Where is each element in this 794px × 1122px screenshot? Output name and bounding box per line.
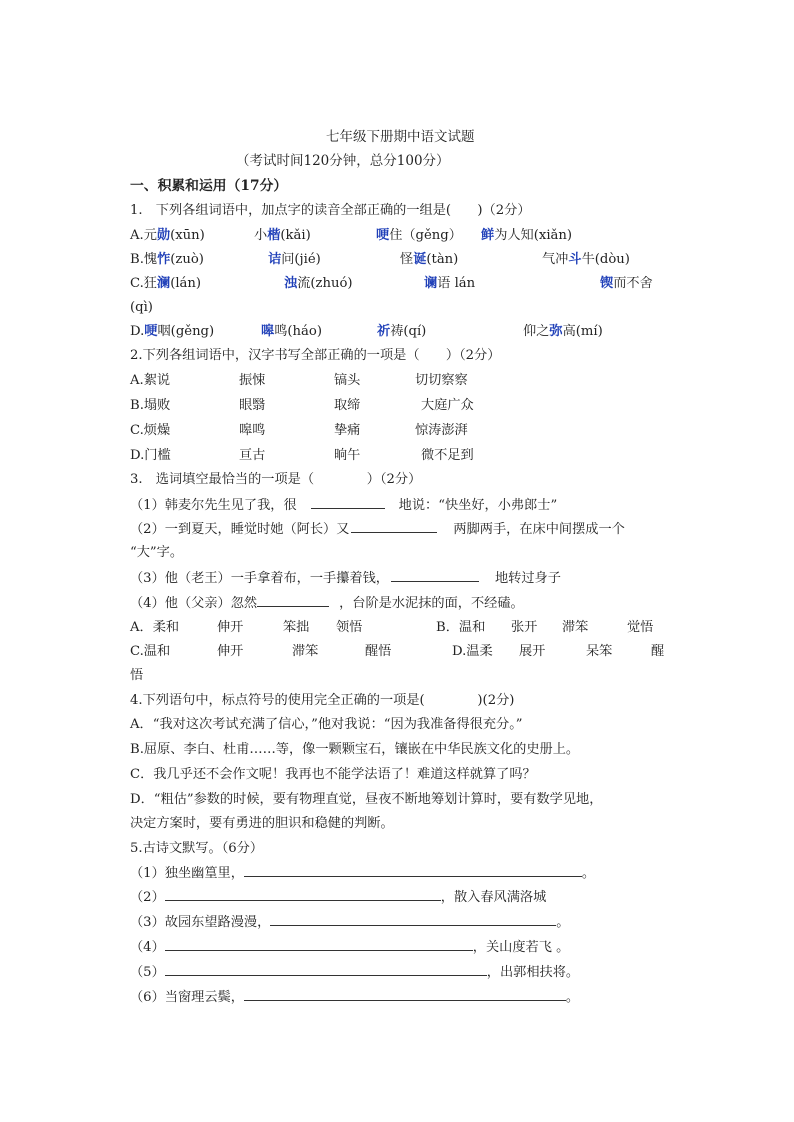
poem-line-2 xyxy=(130,888,546,907)
option-text: 呆笨 xyxy=(586,644,613,659)
pinyin: (lán) xyxy=(170,276,202,291)
option-text: B.愧 xyxy=(130,252,158,267)
question-4-option-c: C．我几乎还不会作文呢！我再也不能学法语了！难道这样就算了吗？ xyxy=(130,767,536,782)
option-text: 而不舍 xyxy=(613,276,653,291)
poem-text: （3）故园东望路漫漫， xyxy=(130,915,271,930)
option-text: 领悟 xyxy=(336,620,363,635)
answer-blank[interactable] xyxy=(165,963,487,976)
dotted-char: 谰 xyxy=(424,276,438,291)
poem-line-4 xyxy=(130,938,569,957)
page-title: 七年级下册期中语文试题 xyxy=(326,129,475,145)
sentence-text: 两脚两手，在床中间摆成一个 xyxy=(453,522,625,537)
sentence-1 xyxy=(130,496,557,515)
option-text: 振悚 xyxy=(239,373,266,388)
pinyin: (zuò) xyxy=(170,252,204,267)
question-4-option-a: A．“我对这次考试充满了信心，”他对我说：“因为我准备得很充分。” xyxy=(130,717,523,732)
question-4-stem: 4.下列语句中，标点符号的使用完全正确的一项是( )(2分) xyxy=(130,693,515,708)
answer-blank[interactable] xyxy=(244,988,566,1001)
sentence-4 xyxy=(130,594,524,613)
poem-text: （1）独坐幽篁里， xyxy=(130,866,244,881)
pinyin: 问(jié) xyxy=(281,252,321,267)
question-2-stem: 2.下列各组词语中，汉字书写全部正确的一项是（ ）（2分） xyxy=(130,348,501,363)
dotted-char: 祈 xyxy=(377,324,391,339)
poem-text: （6）当窗理云鬓， xyxy=(130,990,244,1005)
option-text: A.元 xyxy=(130,228,157,243)
option-text: 醒悟 xyxy=(365,644,392,659)
pinyin: 鸣(háo) xyxy=(274,324,322,339)
sentence-2 xyxy=(130,520,625,539)
poem-text: （2） xyxy=(130,890,165,905)
poem-text: （4） xyxy=(130,940,165,955)
dotted-char: 澜 xyxy=(157,276,171,291)
answer-blank[interactable] xyxy=(391,569,479,582)
option-text: 取缔 xyxy=(334,398,361,413)
answer-blank[interactable] xyxy=(165,888,441,901)
pinyin: (xūn) xyxy=(170,228,205,243)
poem-text: 。 xyxy=(581,866,596,881)
poem-text: （5） xyxy=(130,965,165,980)
question-4-option-d-cont: 决定方案时，要有勇进的胆识和稳健的判断。 xyxy=(130,816,394,831)
poem-text: ，散入春风满洛城 xyxy=(440,890,547,905)
sentence-text: （2）一到夏天，睡觉时她（阿长）又 xyxy=(130,522,350,537)
answer-blank[interactable] xyxy=(270,913,556,926)
sentence-text: ，台阶是水泥抹的面，不经磕。 xyxy=(339,596,524,611)
sentence-text: （4）他（父亲）忽然 xyxy=(130,596,258,611)
option-text: 伸开 xyxy=(217,620,244,635)
option-text: A．柔和 xyxy=(130,620,180,635)
option-text: D.温柔 xyxy=(452,644,493,659)
sentence-3 xyxy=(130,569,561,588)
option-text: 滞笨 xyxy=(562,620,589,635)
option-text: 眼翳 xyxy=(239,398,266,413)
option-text: 展开 xyxy=(519,644,546,659)
option-text: 笨拙 xyxy=(283,620,310,635)
option-text: 醒 xyxy=(651,644,665,659)
option-text: 悟 xyxy=(130,668,144,683)
poem-text: 。 xyxy=(565,990,580,1005)
option-text: 怪 xyxy=(400,252,414,267)
poem-text: 。 xyxy=(556,915,570,930)
answer-blank[interactable] xyxy=(311,496,385,509)
poem-line-1 xyxy=(130,864,595,883)
dotted-char: 楷 xyxy=(267,228,281,243)
pinyin: 高(mí) xyxy=(562,324,603,339)
question-1-stem: 1. 下列各组词语中，加点字的读音全部正确的一组是( )（2分） xyxy=(130,203,531,218)
pinyin: 语 lán xyxy=(437,276,476,291)
option-text: 滞笨 xyxy=(292,644,319,659)
option-text: 觉悟 xyxy=(627,620,654,635)
dotted-char: 怍 xyxy=(157,252,171,267)
answer-blank[interactable] xyxy=(257,594,329,607)
dotted-char: 斗 xyxy=(568,252,582,267)
dotted-char: 哽 xyxy=(376,228,390,243)
pinyin: 牛(dòu) xyxy=(581,252,630,267)
pinyin: (kǎi) xyxy=(280,228,311,243)
option-text: 大庭广众 xyxy=(421,398,474,413)
option-text: 仰之 xyxy=(523,324,550,339)
section-heading: 一、积累和运用（17分） xyxy=(130,178,288,194)
option-text: 惊涛澎湃 xyxy=(415,423,468,438)
sentence-text: 地转过身子 xyxy=(494,571,561,586)
option-text: 切切察察 xyxy=(415,373,468,388)
pinyin: 为人知(xiǎn) xyxy=(494,228,573,243)
exam-info: （考试时间120分钟，总分100分） xyxy=(236,153,450,169)
option-text: 张开 xyxy=(511,620,538,635)
pinyin: 住（gěng） xyxy=(389,228,462,243)
option-text: B．温和 xyxy=(436,620,486,635)
sentence-text: （3）他（老王）一手拿着布，一手攥着钱， xyxy=(130,571,389,586)
option-text: A.絮说 xyxy=(130,373,171,388)
answer-blank[interactable] xyxy=(351,520,437,533)
pinyin: 流(zhuó) xyxy=(297,276,353,291)
question-4-option-d: D．“粗估”参数的时候，要有物理直觉，昼夜不断地筹划计算时，要有数学见地， xyxy=(130,792,603,807)
sentence-text: 地说：“快坐好，小弗郎士” xyxy=(398,498,558,513)
option-text: 嗥鸣 xyxy=(239,423,266,438)
poem-text: ，关山度若飞 。 xyxy=(472,940,570,955)
option-text: 挚痛 xyxy=(334,423,361,438)
dotted-char: 弥 xyxy=(549,324,563,339)
sentence-2-cont: “大”字。 xyxy=(130,545,184,560)
option-text: C.烦燥 xyxy=(130,423,171,438)
pinyin: 祷(qí) xyxy=(390,324,427,339)
pinyin: 咽(gěng) xyxy=(157,324,215,339)
option-text: 小 xyxy=(254,228,268,243)
dotted-char: 浊 xyxy=(284,276,298,291)
pinyin: (qì) xyxy=(130,300,153,315)
option-text: C.狂 xyxy=(130,276,157,291)
question-4-option-b: B.屈原、李白、杜甫……等，像一颗颗宝石，镶嵌在中华民族文化的史册上。 xyxy=(130,742,580,757)
option-text: 气冲 xyxy=(542,252,569,267)
option-text: D. xyxy=(130,324,145,339)
option-text: D.门槛 xyxy=(130,448,171,463)
answer-blank[interactable] xyxy=(165,938,473,951)
dotted-char: 诞 xyxy=(413,252,427,267)
question-5-stem: 5.古诗文默写。（6分） xyxy=(130,841,264,856)
dotted-char: 锲 xyxy=(600,276,614,291)
poem-text: ，出郭相扶将。 xyxy=(486,965,580,980)
option-text: 亘古 xyxy=(239,448,266,463)
poem-line-5 xyxy=(130,963,579,982)
dotted-char: 诘 xyxy=(268,252,282,267)
option-text: 晌午 xyxy=(334,448,361,463)
sentence-text: （1）韩麦尔先生见了我，很 xyxy=(130,498,297,513)
poem-line-6 xyxy=(130,988,579,1007)
option-text: 伸开 xyxy=(217,644,244,659)
answer-blank[interactable] xyxy=(244,864,582,877)
question-3-stem: 3. 选词填空最恰当的一项是（ ）（2分） xyxy=(130,472,422,487)
option-text: C.温和 xyxy=(130,644,171,659)
dotted-char: 哽 xyxy=(144,324,158,339)
option-text: B.塌败 xyxy=(130,398,171,413)
dotted-char: 勋 xyxy=(156,228,171,243)
poem-line-3 xyxy=(130,913,569,932)
dotted-char: 嗥 xyxy=(261,324,275,339)
option-text: 微不足到 xyxy=(421,448,474,463)
pinyin: (tàn) xyxy=(426,252,459,267)
option-text: 镐头 xyxy=(334,373,361,388)
dotted-char: 鲜 xyxy=(481,228,495,243)
